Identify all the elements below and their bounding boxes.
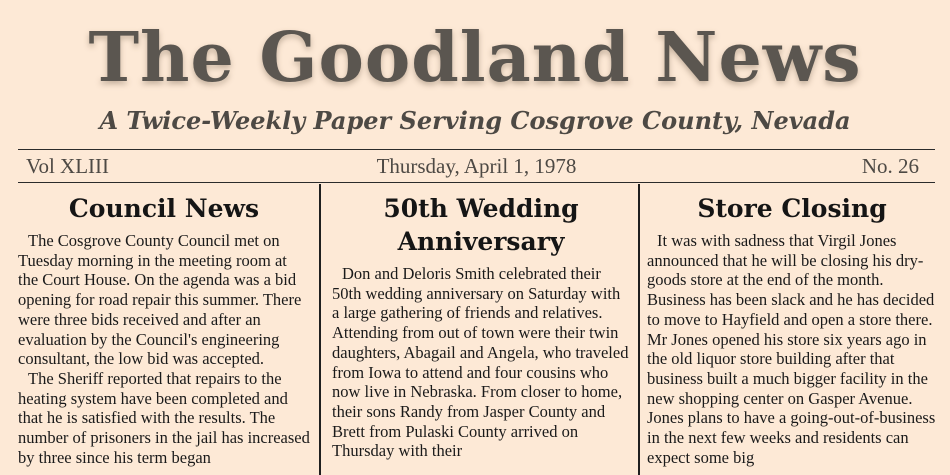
volume-label: Vol XLIII <box>26 154 110 178</box>
dateline <box>18 152 935 180</box>
column-divider <box>319 184 321 475</box>
article-council-news <box>18 192 310 475</box>
newspaper-title: The Goodland News <box>88 18 862 98</box>
issue-number: No. 26 <box>861 154 919 178</box>
article-paragraph: Don and Deloris Smith celebrated their 50th wedding anniversary on Saturday with a large gathering of friends and relatives. Attending from out of town were their twin daughters, Abagail and Angela, who traveled from Iowa to attend and four cousins who now live in Nebraska. From closer to home, their sons Randy from Jasper County and Brett from Pulaski County arrived on Thursday with their <box>332 264 629 461</box>
article-headline: Council News <box>68 194 260 223</box>
article-headline: Store Closing <box>697 194 887 223</box>
article-paragraph: The Sheriff reported that repairs to the heating system have been completed and that he is satisfied with the results. The number of prisoners in the jail has increased by three since his term began <box>18 368 310 467</box>
issue-date: Thursday, April 1, 1978 <box>376 154 577 178</box>
newspaper-tagline: A Twice-Weekly Paper Serving Cosgrove County, Nevada <box>99 106 851 135</box>
article-headline: 50th Wedding Anniversary <box>383 194 579 256</box>
top-rule <box>18 149 935 150</box>
article-paragraph: The Cosgrove County Council met on Tuesday morning in the meeting room at the Court House. On the agenda was a bid opening for road repair this summer. There were three bids received and after an evaluation by the Council's engineering consultant, the low bid was accepted. <box>18 231 302 369</box>
column-divider <box>638 184 640 475</box>
article-store-closing <box>647 192 937 475</box>
article-wedding-anniversary <box>332 192 630 475</box>
article-paragraph: It was with sadness that Virgil Jones announced that he will be closing his dry-goods store at the end of the month. Business has been slack and he has decided to move to Hayfield and open a store there. Mr Jones opened his store six years ago in the old liquor store building after that business built a much bigger facility in the new shopping center on Gasper Avenue. Jones plans to have a going-out-of-business in the next few weeks and residents can expect some big <box>647 231 936 467</box>
bottom-rule <box>18 182 935 183</box>
